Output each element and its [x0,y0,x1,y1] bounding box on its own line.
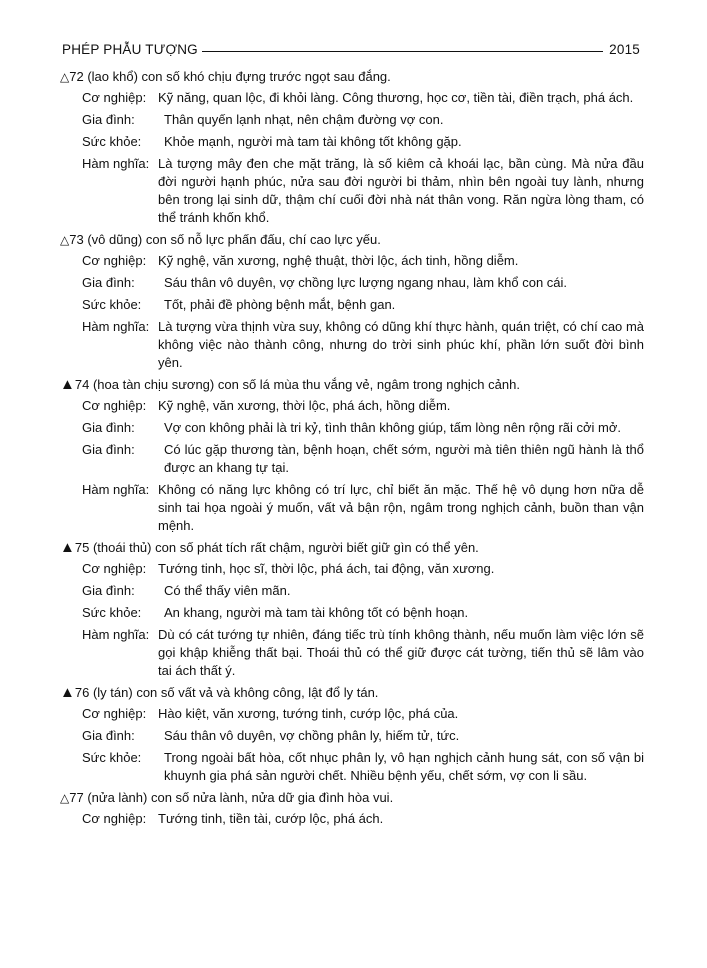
row-label: Hàm nghĩa: [82,319,150,334]
entry-summary: con số nỗ lực phấn đấu, chí cao lực yếu. [145,232,381,247]
page-body [60,66,644,832]
entry-row [60,582,644,600]
entry-row [60,705,644,723]
row-text: Không có năng lực không có trí lực, chỉ biết ăn mặc. Thế hệ vô dụng hơn nữa dễ sinh tai họa ngoài ý muốn, vất vả bận rộn, ngâm trong nghịch cảnh, buồn than vận mệnh. [158,482,644,533]
row-text: Dù có cát tướng tự nhiên, đáng tiếc trù tính không thành, nếu muốn làm việc lớn sẽ gọi khập khiễng thất bại. Thoái thủ có thể giữ được cát tường, tiến thủ sẽ lâm vào tai ách thất ý. [158,627,644,678]
row-label: Sức khỏe: [82,605,142,620]
row-text: Vợ con không phải là tri kỷ, tình thân không giúp, tấm lòng nên rộng rãi cởi mở. [164,420,621,435]
entry-heading [60,231,644,249]
entry-number: 73 [69,232,84,247]
entry-row [60,810,644,828]
entry-number: 77 [69,790,84,805]
row-label: Gia đình: [82,583,135,598]
row-label: Hàm nghĩa: [82,156,150,171]
entry-row [60,155,644,227]
entry-heading [60,539,644,557]
entry-number: 75 [74,540,90,555]
row-text: Là tượng mây đen che mặt trăng, là số kiêm cả khoái lạc, bần cùng. Mà nửa đầu đời người hạnh phúc, nửa sau đời người bi thảm, nhìn bên ngoài tuy lành, nhưng bên trong lại sinh dữ, thậm chí cuối đời nhà nát thân vong. Răn ngừa lòng tham, có thể tránh khốn khổ. [158,156,644,225]
entry-row [60,604,644,622]
header-rule [202,51,603,52]
row-text: Là tượng vừa thịnh vừa suy, không có dũng khí thực hành, quán triệt, có chí cao mà không việc nào thành công, nhưng do trời sinh phúc khí, phần lớn suốt đời bình yên. [158,319,644,370]
row-label: Cơ nghiệp: [82,811,147,826]
row-text: Sáu thân vô duyên, vợ chồng phân ly, hiếm tử, tức. [164,728,460,743]
entry-row [60,252,644,270]
filled-triangle-icon: ▲ [60,539,75,556]
row-label: Cơ nghiệp: [82,90,147,105]
outline-triangle-icon: △ [60,233,70,247]
entry-row [60,397,644,415]
entry-row [60,111,644,129]
row-text: Kỹ năng, quan lộc, đi khỏi làng. Công thương, học cơ, tiền tài, điền trạch, phá ách. [158,90,634,105]
entry-row [60,318,644,372]
entry-row [60,560,644,578]
row-label: Gia đình: [82,275,135,290]
running-header [62,37,640,57]
row-text: An khang, người mà tam tài không tốt có bệnh hoạn. [164,605,469,620]
row-text: Kỹ nghệ, văn xương, thời lộc, phá ách, hồng diễm. [158,398,451,413]
entry-summary: con số lá mùa thu vắng vẻ, ngâm trong nghịch cảnh. [217,377,520,392]
row-text: Sáu thân vô duyên, vợ chồng lực lượng ngang nhau, làm khổ con cái. [164,275,568,290]
row-label: Cơ nghiệp: [82,561,147,576]
entry-row [60,296,644,314]
entry-row [60,749,644,785]
row-label: Gia đình: [82,442,135,457]
entry-summary: con số nửa lành, nửa dữ gia đình hòa vui. [150,790,394,805]
row-label: Sức khỏe: [82,750,142,765]
header-title: PHÉP PHẪU TƯỢNG [62,42,198,57]
row-text: Trong ngoài bất hòa, cốt nhục phân ly, vô hạn nghịch cảnh hung sát, con số vận bi khuynh gia phá sản người chết. Nhiều bệnh yếu, chết sớm, vợ con li sầu. [164,750,644,783]
entry-heading [60,684,644,702]
row-label: Hàm nghĩa: [82,482,150,497]
row-label: Cơ nghiệp: [82,253,147,268]
row-label: Cơ nghiệp: [82,706,147,721]
entry-term: (lao khổ) [87,69,138,84]
outline-triangle-icon: △ [60,791,70,805]
entry-term: (hoa tàn chịu sương) [92,377,215,392]
entry-heading [60,789,644,807]
row-text: Thân quyến lạnh nhạt, nên chậm đường vợ con. [164,112,444,127]
entry-row [60,441,644,477]
row-text: Tốt, phải đề phòng bệnh mắt, bệnh gan. [164,297,396,312]
row-text: Tướng tinh, tiền tài, cướp lộc, phá ách. [158,811,384,826]
entry-row [60,481,644,535]
row-text: Kỹ nghệ, văn xương, nghệ thuật, thời lộc, ách tinh, hồng diễm. [158,253,519,268]
entry-row [60,626,644,680]
filled-triangle-icon: ▲ [60,684,75,701]
entry-row [60,274,644,292]
entry-row [60,89,644,107]
row-label: Hàm nghĩa: [82,627,150,642]
entry-summary: con số vất vả và không công, lật đổ ly tán. [136,685,379,700]
entry-number: 76 [74,685,90,700]
entry-term: (vô dũng) [87,232,143,247]
row-label: Gia đình: [82,728,135,743]
entry-summary: con số khó chịu đựng trước ngọt sau đắng. [141,69,391,84]
row-text: Hào kiệt, văn xương, tướng tinh, cướp lộc, phá của. [158,706,459,721]
entry-row [60,419,644,437]
row-text: Khỏe mạnh, người mà tam tài không tốt không gặp. [164,134,462,149]
entry-summary: con số phát tích rất chậm, người biết giữ gìn có thể yên. [155,540,479,555]
row-label: Sức khỏe: [82,134,142,149]
row-label: Sức khỏe: [82,297,142,312]
entry-heading [60,376,644,394]
entry-number: 72 [69,69,84,84]
row-text: Có thể thấy viên mãn. [164,583,291,598]
row-text: Tướng tinh, học sĩ, thời lộc, phá ách, tai động, văn xương. [158,561,495,576]
entry-term: (nửa lành) [87,790,148,805]
entry-row [60,727,644,745]
entry-term: (thoái thủ) [92,540,152,555]
filled-triangle-icon: ▲ [60,376,75,393]
entry-term: (ly tán) [92,685,133,700]
row-label: Gia đình: [82,112,135,127]
row-label: Gia đình: [82,420,135,435]
page-number: 2015 [609,42,640,57]
row-label: Cơ nghiệp: [82,398,147,413]
entry-number: 74 [74,377,90,392]
entry-heading [60,68,644,86]
entry-row [60,133,644,151]
outline-triangle-icon: △ [60,70,70,84]
row-text: Có lúc gặp thương tàn, bệnh hoạn, chết sớm, người mà tiên thiên ngũ hành là thổ được an khang tự tại. [164,442,644,475]
